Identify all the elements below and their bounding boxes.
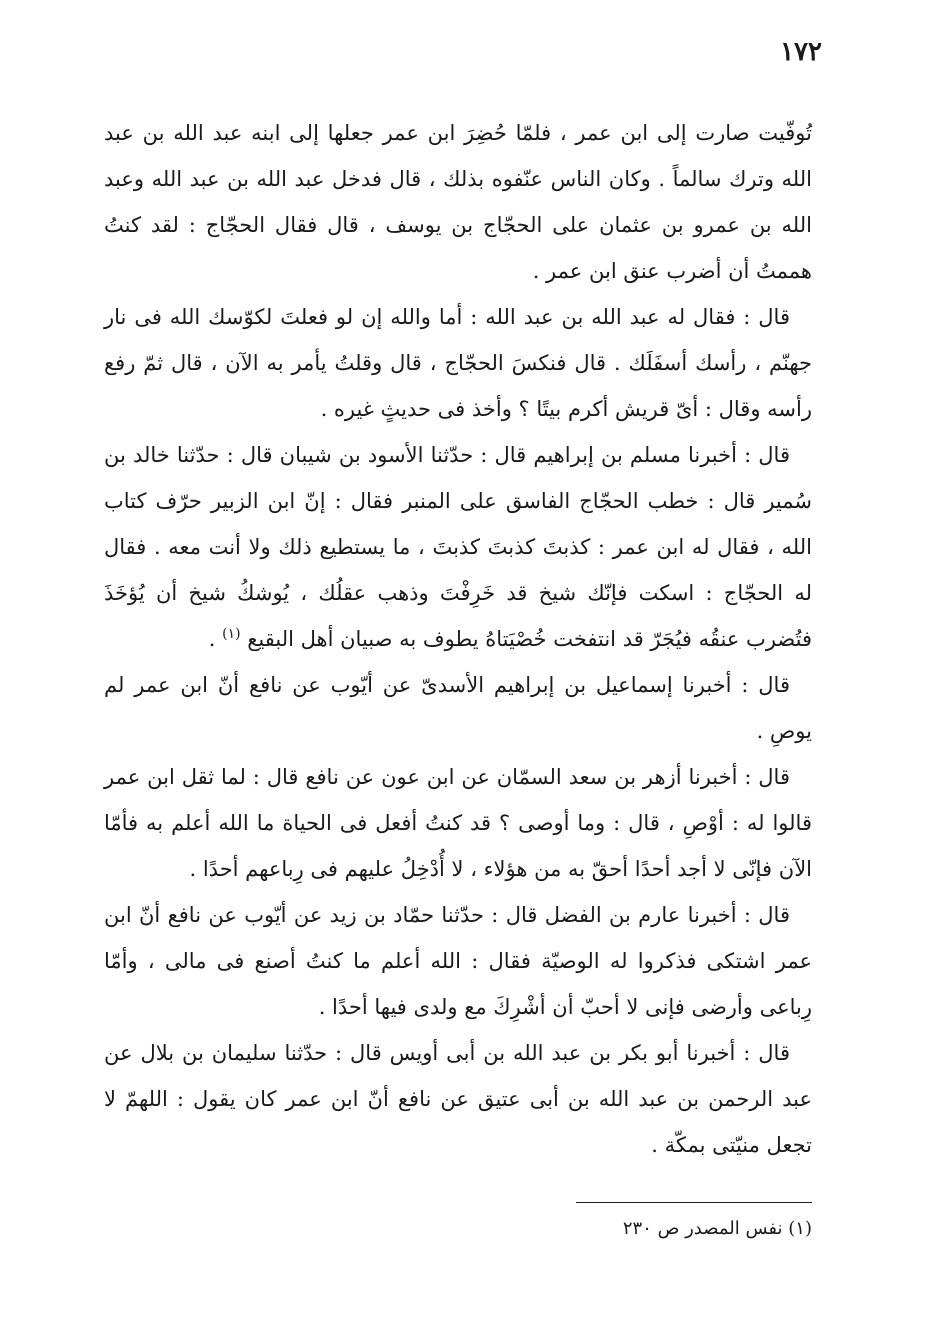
paragraph-4: قال : أخبرنا إسماعيل بن إبراهيم الأسدىّ عن أيّوب عن نافع أنّ ابن عمر لم يوصِ . [104, 673, 812, 743]
paragraph-7: قال : أخبرنا أبو بكر بن عبد الله بن أبى أويس قال : حدّثنا سليمان بن بلال عن عبد الرحمن بن عبد الله بن أبى عتيق عن نافع أنّ ابن عمر كان يقول : اللهمّ لا تجعل منيّتى بمكّة . [104, 1041, 812, 1157]
paragraph-2: قال : فقال له عبد الله بن عبد الله : أما والله إن لو فعلتَ لكوّسك الله فى نار جهنّم ، رأسك أسفَلَك . قال فنكسَ الحجّاج ، قال وقلتُ يأمر به الآن ، قال ثمّ رفع رأسه وقال : أىّ قريش أكرم بيتًا ؟ وأخذ فى حديثٍ غيره . [104, 305, 812, 421]
paragraph-1: تُوفّيت صارت إلى ابن عمر ، فلمّا حُضِرَ ابن عمر جعلها إلى ابنه عبد الله بن عبد الله وترك سالماً . وكان الناس عنّفوه بذلك ، قال فدخل عبد الله بن عبد الله وعبد الله بن عمرو بن عثمان على الحجّاج بن يوسف ، قال فقال الحجّاج : لقد كنتُ هممتُ أن أضرب عنق ابن عمر . [104, 121, 812, 283]
paragraph-3-text: قال : أخبرنا مسلم بن إبراهيم قال : حدّثنا الأسود بن شيبان قال : حدّثنا خالد بن سُمير قال : خطب الحجّاج الفاسق على المنبر فقال : إنّ ابن الزبير حرّف كتاب الله ، فقال له ابن عمر : كذبتَ كذبتَ كذبتَ ، ما يستطيع ذلك ولا أنت معه . فقال له الحجّاج : اسكت فإنّك شيخ قد خَرِفْتَ وذهب عقلُك ، يُوشكُ شيخ أن يُؤخَذَ فتُضرب عنقُه فيُجَرّ قد انتفخت خُصْيَتاهُ يطوف به صبيان أهل البقيع [104, 443, 812, 651]
footnote-reference[interactable]: (١) [222, 626, 241, 642]
footnote-1: (١) نفس المصدر ص ٢٣٠ [622, 1218, 812, 1239]
footnote-divider [576, 1202, 812, 1203]
paragraph-3 [104, 432, 812, 662]
paragraph-3-trailing: . [208, 627, 223, 651]
paragraph-5: قال : أخبرنا أزهر بن سعد السمّان عن ابن عون عن نافع قال : لما ثقل ابن عمر قالوا له : أوْصِ ، قال : وما أوصى ؟ قد كنتُ أفعل فى الحياة ما الله أعلم به فأمّا الآن فإنّى لا أجد أحدًا أحقّ به من هؤلاء ، لا أُدْخِلُ عليهم فى رِباعهم أحدًا . [104, 765, 812, 881]
paragraph-6: قال : أخبرنا عارم بن الفضل قال : حدّثنا حمّاد بن زيد عن أيّوب عن نافع أنّ ابن عمر اشتكى فذكروا له الوصيّة فقال : الله أعلم ما كنتُ أصنع فى مالى ، وأمّا رِباعى وأرضى فإنى لا أحبّ أن أشْرِكَ مع ولدى فيها أحدًا . [104, 903, 812, 1019]
body-text [104, 110, 812, 1168]
page-number: ١٧٢ [780, 37, 822, 67]
